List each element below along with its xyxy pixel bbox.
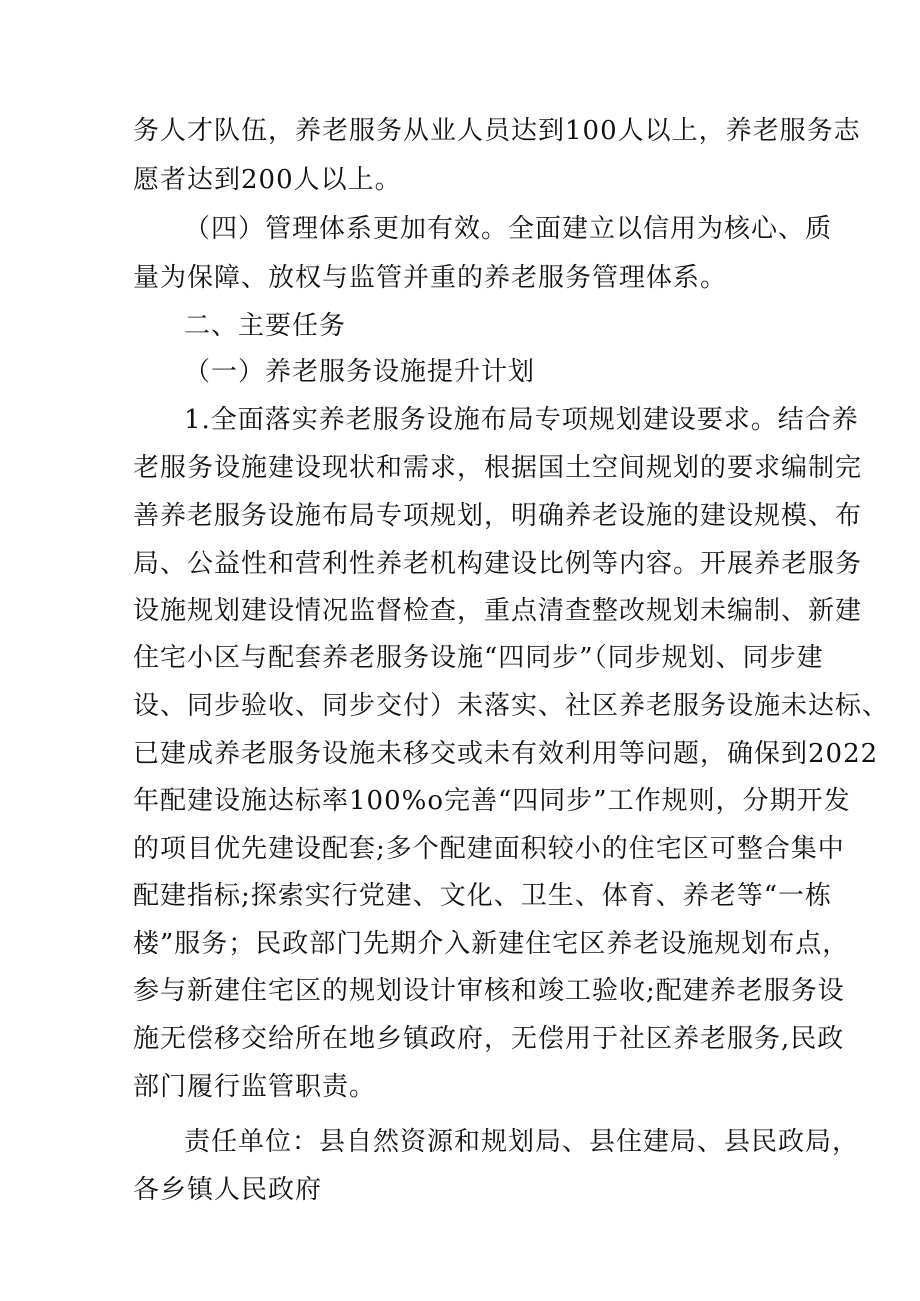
paragraph-line: 已建成养老服务设施未移交或未有效利用等问题，确保到2022	[133, 739, 879, 769]
paragraph-line: 设施规划建设情况监督检查，重点清查整改规划未编制、新建	[133, 596, 863, 626]
paragraph-line: 老服务设施建设现状和需求，根据国土空间规划的要求编制完	[133, 453, 863, 483]
paragraph-line: 务人才队伍，养老服务从业人员达到100人以上，养老服务志	[133, 116, 861, 146]
paragraph-line: 善养老服务设施布局专项规划，明确养老设施的建设规模、布	[133, 501, 863, 531]
paragraph-line: 参与新建住宅区的规划设计审核和竣工验收;配建养老服务设	[133, 976, 845, 1006]
paragraph-line: 局、公益性和营利性养老机构建设比例等内容。开展养老服务	[133, 549, 863, 579]
section-heading: 二、主要任务	[184, 311, 347, 341]
paragraph-line: 量为保障、放权与监管并重的养老服务管理体系。	[133, 263, 728, 293]
paragraph-line: 设、同步验收、同步交付）未落实、社区养老服务设施未达标、	[133, 691, 890, 721]
responsible-units-line: 责任单位：县自然资源和规划局、县住建局、县民政局，	[184, 1127, 860, 1157]
paragraph-line: （四）管理体系更加有效。全面建立以信用为核心、质	[184, 214, 833, 244]
paragraph-line: 住宅小区与配套养老服务设施“四同步”（同步规划、同步建	[133, 643, 824, 673]
paragraph-line: 的项目优先建设配套;多个配建面积较小的住宅区可整合集中	[133, 834, 845, 864]
responsible-units-line: 各乡镇人民政府	[133, 1175, 323, 1205]
paragraph-line: 部门履行监管职责。	[133, 1072, 377, 1102]
paragraph-line: 施无偿移交给所在地乡镇政府，无偿用于社区养老服务,民政	[133, 1024, 845, 1054]
paragraph-line: 愿者达到200人以上。	[133, 165, 402, 195]
paragraph-line: 1.全面落实养老服务设施布局专项规划建设要求。结合养	[184, 405, 859, 435]
paragraph-line: 楼”服务；民政部门先期介入新建住宅区养老设施规划布点，	[133, 929, 850, 959]
paragraph-line: 配建指标;探索实行党建、文化、卫生、体育、养老等“一栋	[133, 881, 833, 911]
subsection-heading: （一）养老服务设施提升计划	[184, 357, 536, 387]
paragraph-line: 年配建设施达标率100%o完善“四同步”工作规则，分期开发	[133, 786, 851, 816]
